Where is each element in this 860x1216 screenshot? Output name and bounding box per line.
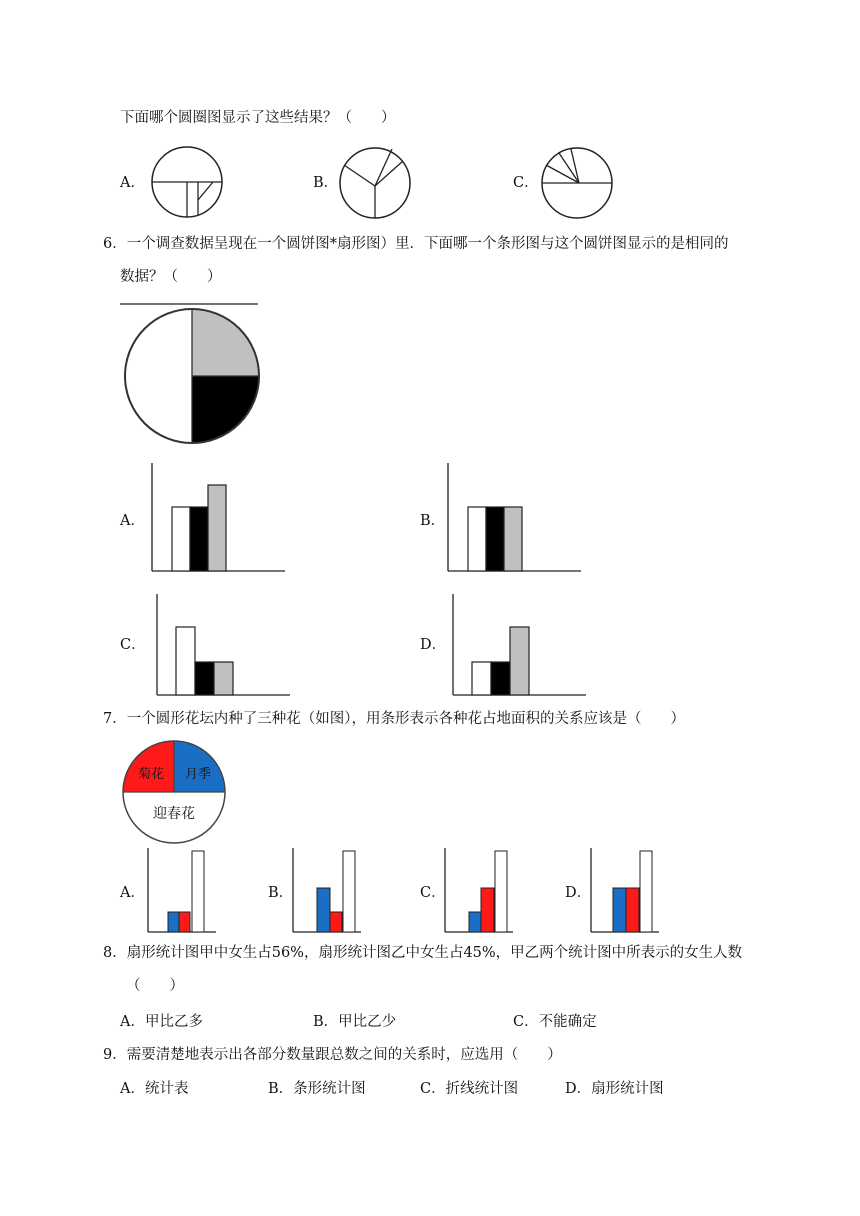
q6-pie-slice-white [125,309,192,443]
q9-option-d[interactable]: D．扇形统计图 [565,1081,664,1097]
q7-flower-pie [122,740,228,844]
q7-option-d-bars[interactable] [589,848,661,934]
q5-option-a-circle[interactable] [150,145,224,219]
q7-pie-label-white: 迎春花 [153,806,195,822]
q6-option-a-bars[interactable] [150,463,286,573]
q8-option-a[interactable]: A．甲比乙多 [120,1014,203,1030]
q5-prompt: 下面哪个圆圈图显示了这些结果？（ ） [120,110,396,126]
q8-option-b[interactable]: B．甲比乙少 [313,1014,397,1030]
q6-option-c-label[interactable]: C． [120,637,146,653]
q7-option-a-label[interactable]: A． [120,885,145,901]
q7-option-d-label[interactable]: D． [565,885,592,901]
q9-option-c[interactable]: C．折线统计图 [420,1081,519,1097]
q5-option-b-label[interactable]: B． [313,175,339,191]
q6-option-c-bars[interactable] [155,594,291,698]
q7-pie-label-red: 菊花 [137,767,165,782]
q7-pie-label-blue: 月季 [184,767,212,782]
q6-option-a-label[interactable]: A． [120,513,145,529]
q7-option-b-bars[interactable] [291,848,363,934]
q8-option-c[interactable]: C．不能确定 [513,1014,597,1030]
q8-prompt-line2: （ ） [126,978,184,994]
q9-prompt: 9．需要清楚地表示出各部分数量跟总数之间的关系时，应选用（ ） [103,1047,562,1063]
q5-option-c-circle[interactable] [541,147,613,219]
q7-option-a-bars[interactable] [146,848,218,934]
q5-option-b-circle[interactable] [339,147,411,219]
q7-option-c-label[interactable]: C． [420,885,446,901]
q6-option-d-bars[interactable] [451,594,587,698]
q6-pie-chart [120,303,260,443]
q6-option-b-label[interactable]: B． [420,513,446,529]
q6-prompt-line2: 数据？（ ） [120,269,222,285]
q5-option-c-label[interactable]: C． [513,175,539,191]
q9-option-a[interactable]: A．统计表 [120,1081,189,1097]
q8-prompt-line1: 8．扇形统计图甲中女生占56%，扇形统计图乙中女生占45%，甲乙两个统计图中所表示的女生人数 [103,945,743,961]
q7-option-c-bars[interactable] [443,848,515,934]
q5-option-a-label[interactable]: A． [120,175,145,191]
q7-option-b-label[interactable]: B． [268,885,294,901]
q6-option-b-bars[interactable] [446,463,582,573]
q7-prompt: 7．一个圆形花坛内种了三种花（如图），用条形表示各种花占地面积的关系应该是（ ） [103,711,685,727]
q6-prompt-line1: 6．一个调查数据呈现在一个圆饼图*扇形图）里．下面哪一个条形图与这个圆饼图显示的是相同的 [103,236,729,252]
q6-option-d-label[interactable]: D． [420,637,447,653]
q9-option-b[interactable]: B．条形统计图 [268,1081,366,1097]
